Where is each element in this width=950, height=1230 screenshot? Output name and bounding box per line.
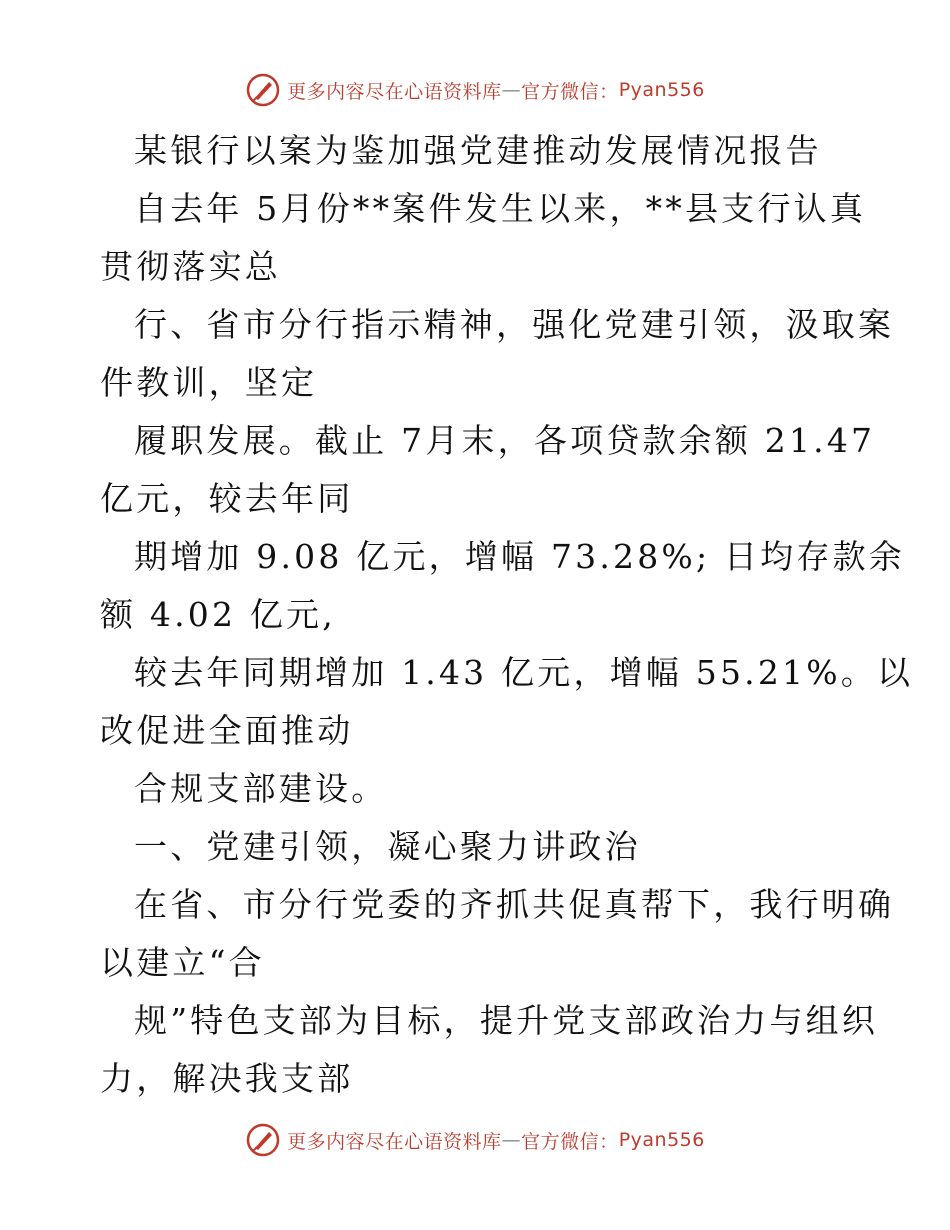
paragraph-line: 自去年 5月份**案件发生以来，**县支行认真 [134, 189, 867, 228]
quill-logo-icon [245, 72, 281, 108]
watermark-wechat-label: 官方微信： [521, 1130, 619, 1153]
watermark-header [0, 70, 950, 110]
watermark-wechat-label: 官方微信： [521, 80, 619, 103]
paragraph-line: 贯彻落实总 [100, 247, 281, 286]
paragraph-line: 力，解决我支部 [100, 1059, 354, 1098]
paragraph-line: 件教训，坚定 [100, 363, 318, 402]
paragraph-line: 规”特色支部为目标，提升党支部政治力与组织 [134, 1001, 879, 1040]
watermark-main-text: 更多内容尽在心语资料库 [287, 80, 502, 103]
watermark-footer [0, 1120, 950, 1160]
quill-logo-icon [245, 1122, 281, 1158]
paragraph-line: 在省、市分行党委的齐抓共促真帮下，我行明确 [134, 885, 895, 924]
section-heading: 一、党建引领，凝心聚力讲政治 [134, 827, 641, 866]
watermark-separator: — [501, 79, 522, 101]
paragraph-line: 额 4.02 亿元, [100, 595, 336, 634]
document-body [100, 122, 914, 1108]
paragraph-line: 以建立“合 [100, 943, 265, 982]
paragraph-line: 期增加 9.08 亿元，增幅 73.28%; 日均存款余 [134, 537, 905, 576]
watermark-wechat-id: Pyan556 [618, 1129, 705, 1151]
watermark-main-text: 更多内容尽在心语资料库 [287, 1130, 502, 1153]
paragraph-line: 行、省市分行指示精神，强化党建引领，汲取案 [134, 305, 895, 344]
paragraph-line: 较去年同期增加 1.43 亿元，增幅 55.21%。以 [134, 653, 914, 692]
paragraph-line: 改促进全面推动 [100, 711, 354, 750]
paragraph-line: 合规支部建设。 [134, 769, 388, 808]
document-title: 某银行以案为鉴加强党建推动发展情况报告 [134, 131, 822, 170]
paragraph-line: 履职发展。截止 7月末，各项贷款余额 21.47 [134, 421, 876, 460]
watermark-separator: — [501, 1129, 522, 1151]
watermark-wechat-id: Pyan556 [618, 79, 705, 101]
paragraph-line: 亿元，较去年同 [100, 479, 354, 518]
